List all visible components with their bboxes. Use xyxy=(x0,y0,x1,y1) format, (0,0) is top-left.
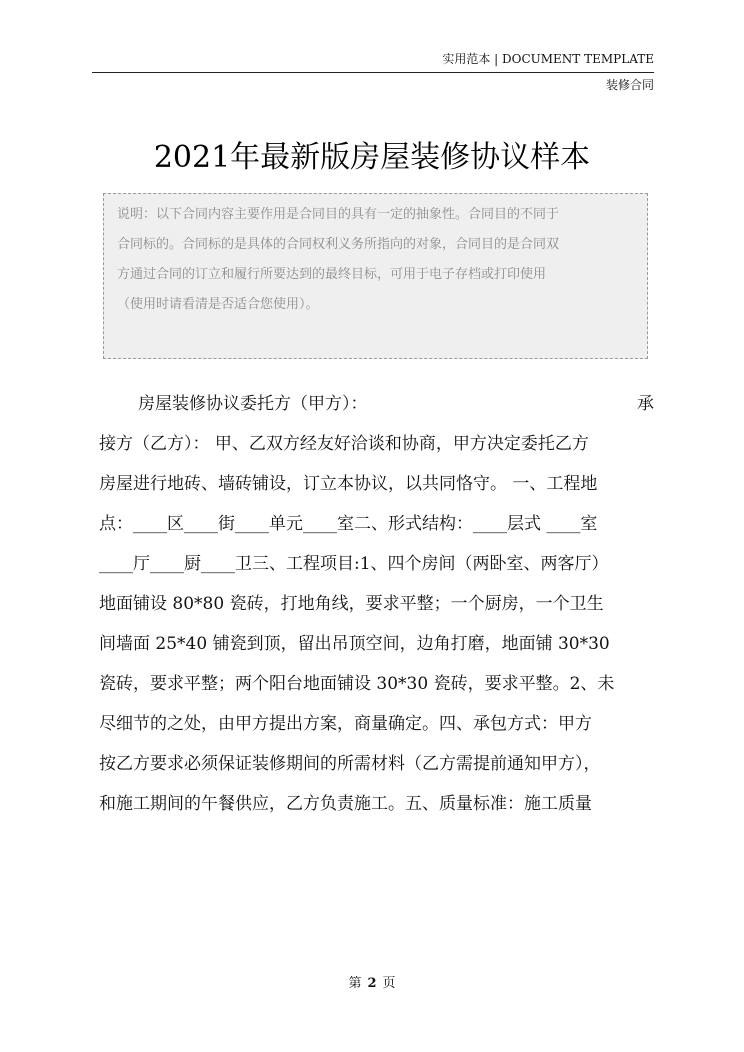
body-line: 接方（乙方）： 甲、乙双方经友好洽谈和协商，甲方决定委托乙方 xyxy=(99,434,589,454)
body-line: 按乙方要求必须保证装修期间的所需材料（乙方需提前通知甲方）， xyxy=(99,754,601,774)
body-text xyxy=(99,384,654,824)
body-line-first-right: 承 xyxy=(637,394,654,414)
body-line: 房屋进行地砖、墙砖铺设，订立本协议，以共同恪守。 一、工程地 xyxy=(99,474,598,494)
body-line-first xyxy=(99,384,654,424)
body-line-first-left: 房屋装修协议委托方（甲方）： xyxy=(138,394,368,414)
note-line: 说明：以下合同内容主要作用是合同目的具有一定的抽象性。合同目的不同于 xyxy=(117,207,560,222)
note-line: （使用时请看清是否适合您使用）。 xyxy=(117,297,319,312)
body-line: ____厅____厨____卫三、工程项目:1、四个房间（两卧室、两客厅） xyxy=(99,554,609,574)
page-prefix: 第 xyxy=(348,976,362,991)
page-number xyxy=(0,975,744,993)
document-title: 2021年最新版房屋装修协议样本 xyxy=(153,140,591,175)
header-divider xyxy=(92,72,654,73)
page-number-value: 2 xyxy=(367,976,377,991)
body-line: 间墙面 25*40 铺瓷到顶，留出吊顶空间，边角打磨，地面铺 30*30 xyxy=(99,634,610,654)
body-line: 瓷砖，要求平整；两个阳台地面铺设 30*30 瓷砖，要求平整。2、未 xyxy=(99,674,615,694)
body-line: 地面铺设 80*80 瓷砖，打地角线，要求平整；一个厨房，一个卫生 xyxy=(99,594,604,614)
body-line: 点：____区____街____单元____室二、形式结构：____层式 ____室 xyxy=(99,514,598,534)
body-line: 尽细节的之处，由甲方提出方案，商量确定。四、承包方式：甲方 xyxy=(99,714,592,734)
note-line: 合同标的。合同标的是具体的合同权利义务所指向的对象，合同目的是合同双 xyxy=(117,237,560,252)
header-category: 装修合同 xyxy=(605,78,654,92)
header-top-text: 实用范本 | DOCUMENT TEMPLATE xyxy=(442,52,654,66)
note-box xyxy=(103,193,648,359)
note-line: 方通过合同的订立和履行所要达到的最终目标，可用于电子存档或打印使用 xyxy=(117,267,547,282)
body-line: 和施工期间的午餐供应，乙方负责施工。五、质量标准：施工质量 xyxy=(99,794,592,814)
page-suffix: 页 xyxy=(382,976,396,991)
